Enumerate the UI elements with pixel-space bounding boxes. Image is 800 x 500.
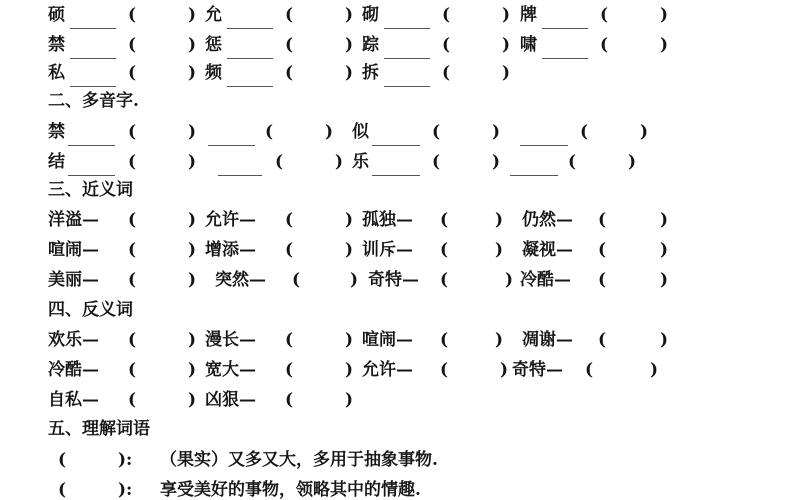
answer-blank[interactable] xyxy=(208,145,255,146)
paren-open: ( xyxy=(440,330,449,350)
section-heading: 四、反义词 xyxy=(48,300,133,320)
character: 结 xyxy=(48,152,65,172)
character: 似 xyxy=(352,122,369,142)
answer-blank[interactable] xyxy=(384,28,430,29)
paren-open: ( xyxy=(432,152,441,172)
paren-open: ( xyxy=(442,5,451,25)
paren-close: ) xyxy=(188,360,197,380)
word: 训斥— xyxy=(362,240,413,260)
paren-open: ( xyxy=(292,270,301,290)
paren-open: ( xyxy=(598,270,607,290)
character: 踪 xyxy=(362,35,379,55)
paren-open: ( xyxy=(128,35,137,55)
answer-blank[interactable] xyxy=(227,28,273,29)
paren-open: ( xyxy=(128,210,137,230)
paren-close: ) xyxy=(500,360,509,380)
paren-close: ) xyxy=(495,330,504,350)
answer-blank[interactable] xyxy=(70,86,116,87)
paren-open: ( xyxy=(285,240,294,260)
word: 漫长— xyxy=(205,330,256,350)
paren-close: ) xyxy=(345,240,354,260)
paren-close: ) xyxy=(502,5,511,25)
paren-close: ) xyxy=(502,35,511,55)
answer-blank[interactable] xyxy=(227,86,273,87)
paren-open: ( xyxy=(128,330,137,350)
answer-blank[interactable] xyxy=(68,145,115,146)
answer-blank[interactable] xyxy=(510,175,558,176)
paren-close: ) xyxy=(188,5,197,25)
paren-close: ) xyxy=(502,63,511,83)
paren-open: ( xyxy=(600,35,609,55)
paren-close: ) xyxy=(188,35,197,55)
paren-close: ) xyxy=(188,152,197,172)
paren-open: ( xyxy=(285,390,294,410)
answer-blank[interactable] xyxy=(70,58,116,59)
paren-open: ( xyxy=(440,210,449,230)
word: 孤独— xyxy=(362,210,413,230)
word: 冷酷— xyxy=(48,360,99,380)
paren-close: ) xyxy=(188,270,197,290)
character: 硕 xyxy=(48,5,65,25)
word: 突然— xyxy=(215,270,266,290)
word: 允许— xyxy=(205,210,256,230)
paren-close: ) xyxy=(188,330,197,350)
paren-open: ( xyxy=(568,152,577,172)
word: 美丽— xyxy=(48,270,99,290)
answer-blank[interactable] xyxy=(372,175,420,176)
character: 禁 xyxy=(48,122,65,142)
paren-close-colon: ): xyxy=(118,480,133,500)
character: 乐 xyxy=(352,152,369,172)
paren-open: ( xyxy=(128,152,137,172)
word: 冷酷— xyxy=(520,270,571,290)
answer-blank[interactable] xyxy=(218,175,262,176)
paren-close: ) xyxy=(495,210,504,230)
paren-open: ( xyxy=(285,63,294,83)
word: 宽大— xyxy=(205,360,256,380)
paren-close: ) xyxy=(345,35,354,55)
word: 仍然— xyxy=(522,210,573,230)
paren-open: ( xyxy=(285,210,294,230)
word: 奇特— xyxy=(512,360,563,380)
answer-blank[interactable] xyxy=(542,58,588,59)
paren-close: ) xyxy=(345,63,354,83)
character: 砌 xyxy=(362,5,379,25)
paren-open: ( xyxy=(442,63,451,83)
answer-blank[interactable] xyxy=(384,58,430,59)
character: 私 xyxy=(48,63,65,83)
paren-open: ( xyxy=(285,330,294,350)
definition-text: 享受美好的事物，领略其中的情趣. xyxy=(160,480,421,500)
paren-close: ) xyxy=(660,270,669,290)
paren-open: ( xyxy=(285,5,294,25)
paren-open: ( xyxy=(432,122,441,142)
paren-close: ) xyxy=(628,152,637,172)
answer-blank[interactable] xyxy=(372,145,420,146)
answer-blank[interactable] xyxy=(68,175,115,176)
character: 牌 xyxy=(520,5,537,25)
paren-close: ) xyxy=(660,240,669,260)
paren-open: ( xyxy=(600,5,609,25)
character: 频 xyxy=(205,63,222,83)
paren-close: ) xyxy=(660,5,669,25)
word: 喧闹— xyxy=(48,240,99,260)
word: 允许— xyxy=(362,360,413,380)
paren-close: ) xyxy=(345,210,354,230)
paren-close: ) xyxy=(335,152,344,172)
paren-close: ) xyxy=(660,210,669,230)
word: 洋溢— xyxy=(48,210,99,230)
paren-close: ) xyxy=(188,63,197,83)
word: 凶狠— xyxy=(205,390,256,410)
paren-open: ( xyxy=(580,122,589,142)
character: 惩 xyxy=(205,35,222,55)
paren-open: ( xyxy=(585,360,594,380)
paren-close-colon: ): xyxy=(118,450,133,470)
word: 欢乐— xyxy=(48,330,99,350)
answer-blank[interactable] xyxy=(70,28,116,29)
paren-close: ) xyxy=(492,152,501,172)
paren-open: ( xyxy=(440,240,449,260)
paren-open: ( xyxy=(598,240,607,260)
paren-open: ( xyxy=(598,330,607,350)
character: 拆 xyxy=(362,63,379,83)
paren-close: ) xyxy=(495,240,504,260)
paren-open: ( xyxy=(442,35,451,55)
paren-open: ( xyxy=(128,240,137,260)
word: 凋谢— xyxy=(522,330,573,350)
character: 啸 xyxy=(520,35,537,55)
paren-close: ) xyxy=(492,122,501,142)
word: 自私— xyxy=(48,390,99,410)
paren-open: ( xyxy=(128,360,137,380)
definition-text: （果实）又多又大，多用于抽象事物. xyxy=(160,450,438,470)
paren-open: ( xyxy=(128,122,137,142)
paren-open: ( xyxy=(128,270,137,290)
answer-blank[interactable] xyxy=(542,28,588,29)
paren-open: ( xyxy=(275,152,284,172)
paren-close: ) xyxy=(325,122,334,142)
word: 喧闹— xyxy=(362,330,413,350)
answer-blank[interactable] xyxy=(227,58,273,59)
paren-close: ) xyxy=(350,270,359,290)
word: 奇特— xyxy=(368,270,419,290)
answer-blank[interactable] xyxy=(520,145,568,146)
paren-close: ) xyxy=(650,360,659,380)
paren-open: ( xyxy=(265,122,274,142)
paren-close: ) xyxy=(188,240,197,260)
paren-close: ) xyxy=(188,210,197,230)
paren-open: ( xyxy=(440,360,449,380)
character: 禁 xyxy=(48,35,65,55)
paren-open: ( xyxy=(598,210,607,230)
character: 允 xyxy=(205,5,222,25)
paren-close: ) xyxy=(345,5,354,25)
paren-close: ) xyxy=(660,35,669,55)
paren-open: ( xyxy=(285,360,294,380)
section-heading: 二、多音字. xyxy=(48,91,139,111)
paren-close: ) xyxy=(188,390,197,410)
paren-open: ( xyxy=(128,5,137,25)
section-heading: 五、理解词语 xyxy=(48,419,150,439)
answer-blank[interactable] xyxy=(384,86,430,87)
word: 凝视— xyxy=(522,240,573,260)
paren-close: ) xyxy=(345,360,354,380)
paren-close: ) xyxy=(188,122,197,142)
paren-close: ) xyxy=(505,270,514,290)
paren-open: ( xyxy=(440,270,449,290)
word: 增添— xyxy=(205,240,256,260)
paren-close: ) xyxy=(345,390,354,410)
paren-open: ( xyxy=(58,450,67,470)
section-heading: 三、近义词 xyxy=(48,180,133,200)
paren-open: ( xyxy=(128,63,137,83)
paren-open: ( xyxy=(58,480,67,500)
paren-open: ( xyxy=(128,390,137,410)
paren-close: ) xyxy=(640,122,649,142)
paren-close: ) xyxy=(345,330,354,350)
paren-open: ( xyxy=(285,35,294,55)
paren-close: ) xyxy=(660,330,669,350)
